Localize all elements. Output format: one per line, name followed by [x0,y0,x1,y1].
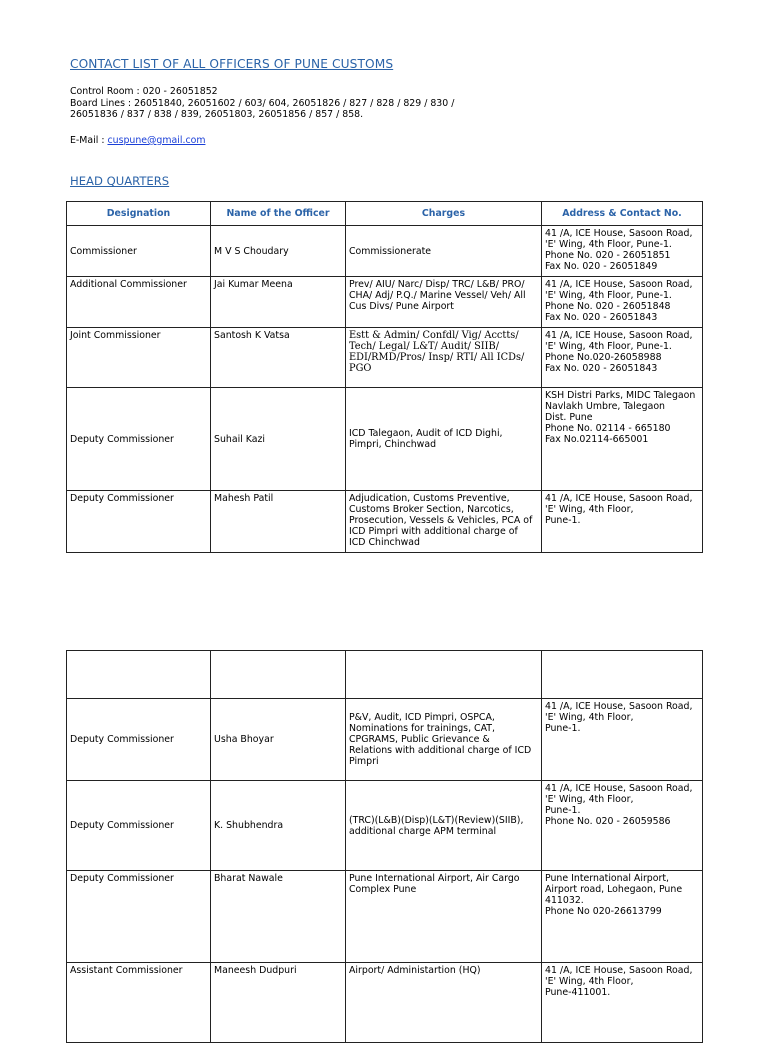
header-charges: Charges [346,202,542,226]
header-address-contact: Address & Contact No. [542,202,703,226]
charges-cell: Airport/ Administartion (HQ) [346,963,542,1043]
empty-cell [346,651,542,699]
charges-cell: P&V, Audit, ICD Pimpri, OSPCA, Nominations for trainings, CAT, CPGRAMS, Public Grievance & Relations with additional charge of ICD Pimpri [346,699,542,781]
table-row [67,963,703,1043]
designation-cell: Deputy Commissioner [67,491,211,553]
email-link[interactable]: cuspune@gmail.com [107,135,206,146]
address-cell: 41 /A, ICE House, Sasoon Road, 'E' Wing, 4th Floor, Pune-1. Phone No. 020 - 26059586 [542,781,703,871]
designation-cell: Deputy Commissioner [67,699,211,781]
header-officer-name: Name of the Officer [211,202,346,226]
board-lines-line-1: Board Lines : 26051840, 26051602 / 603/ 604, 26051826 / 827 / 828 / 829 / 830 / [70,97,455,109]
control-room-number: Control Room : 020 - 26051852 [70,86,218,97]
contact-info [70,86,454,121]
charges-cell: Adjudication, Customs Preventive, Customs Broker Section, Narcotics, Prosecution, Vessels & Vehicles, PCA of ICD Pimpri with additional charge of ICD Chinchwad [346,491,542,553]
designation-cell: Deputy Commissioner [67,781,211,871]
officer-name-cell: Bharat Nawale [211,871,346,963]
table-header-row [67,202,703,226]
charges-cell: Pune International Airport, Air Cargo Complex Pune [346,871,542,963]
officer-name-cell: Maneesh Dudpuri [211,963,346,1043]
table-row [67,871,703,963]
charges-cell: ICD Talegaon, Audit of ICD Dighi, Pimpri, Chinchwad [346,388,542,491]
header-designation: Designation [67,202,211,226]
designation-cell: Assistant Commissioner [67,963,211,1043]
email-label: E-Mail : [70,135,108,146]
officers-table-continued [66,650,703,1043]
table-row [67,277,703,328]
address-cell: 41 /A, ICE House, Sasoon Road, 'E' Wing, 4th Floor, Pune-1. [542,491,703,553]
designation-cell: Deputy Commissioner [67,871,211,963]
officer-name-cell: Mahesh Patil [211,491,346,553]
designation-cell: Joint Commissioner [67,328,211,388]
table-row [67,699,703,781]
table-row [67,781,703,871]
document-title: CONTACT LIST OF ALL OFFICERS OF PUNE CUSTOMS [70,57,394,71]
table-row [67,328,703,388]
officers-table-head-quarters [66,201,703,553]
board-lines-line-2: 26051836 / 837 / 838 / 839, 26051803, 26051856 / 857 / 858. [70,109,364,120]
empty-cell [542,651,703,699]
address-cell: 41 /A, ICE House, Sasoon Road, 'E' Wing, 4th Floor, Pune-411001. [542,963,703,1043]
address-cell: 41 /A, ICE House, Sasoon Road, 'E' Wing, 4th Floor, Pune-1. Phone No. 020 - 26051848 Fax No. 020 - 26051843 [542,277,703,328]
section-title-head-quarters: HEAD QUARTERS [70,174,170,188]
officer-name-cell: Usha Bhoyar [211,699,346,781]
table-row [67,226,703,277]
designation-cell: Commissioner [67,226,211,277]
empty-cell [211,651,346,699]
address-cell: 41 /A, ICE House, Sasoon Road, 'E' Wing, 4th Floor, Pune-1. [542,699,703,781]
officer-name-cell: Suhail Kazi [211,388,346,491]
table-row [67,388,703,491]
officer-name-cell: Jai Kumar Meena [211,277,346,328]
officer-name-cell: M V S Choudary [211,226,346,277]
designation-cell: Deputy Commissioner [67,388,211,491]
empty-cell [67,651,211,699]
address-cell: KSH Distri Parks, MIDC Talegaon Navlakh Umbre, Talegaon Dist. Pune Phone No. 02114 - 665180 Fax No.02114-665001 [542,388,703,491]
officer-name-cell: K. Shubhendra [211,781,346,871]
designation-cell: Additional Commissioner [67,277,211,328]
charges-cell: Commissionerate [346,226,542,277]
table-row [67,491,703,553]
charges-cell: (TRC)(L&B)(Disp)(L&T)(Review)(SIIB), additional charge APM terminal [346,781,542,871]
address-cell: Pune International Airport, Airport road, Lohegaon, Pune 411032. Phone No 020-26613799 [542,871,703,963]
charges-cell: Prev/ AIU/ Narc/ Disp/ TRC/ L&B/ PRO/ CHA/ Adj/ P.Q./ Marine Vessel/ Veh/ All Cus Divs/ Pune Airport [346,277,542,328]
email-line [70,135,205,147]
address-cell: 41 /A, ICE House, Sasoon Road, 'E' Wing, 4th Floor, Pune-1. Phone No.020-26058988 Fax No. 020 - 26051843 [542,328,703,388]
address-cell: 41 /A, ICE House, Sasoon Road, 'E' Wing, 4th Floor, Pune-1. Phone No. 020 - 26051851 Fax No. 020 - 26051849 [542,226,703,277]
officer-name-cell: Santosh K Vatsa [211,328,346,388]
table-row-empty [67,651,703,699]
charges-cell: Estt & Admin/ Confdl/ Vig/ Acctts/ Tech/ Legal/ L&T/ Audit/ SIIB/ EDI/RMD/Pros/ Insp/ RTI/ All ICDs/ PGO [346,328,542,388]
